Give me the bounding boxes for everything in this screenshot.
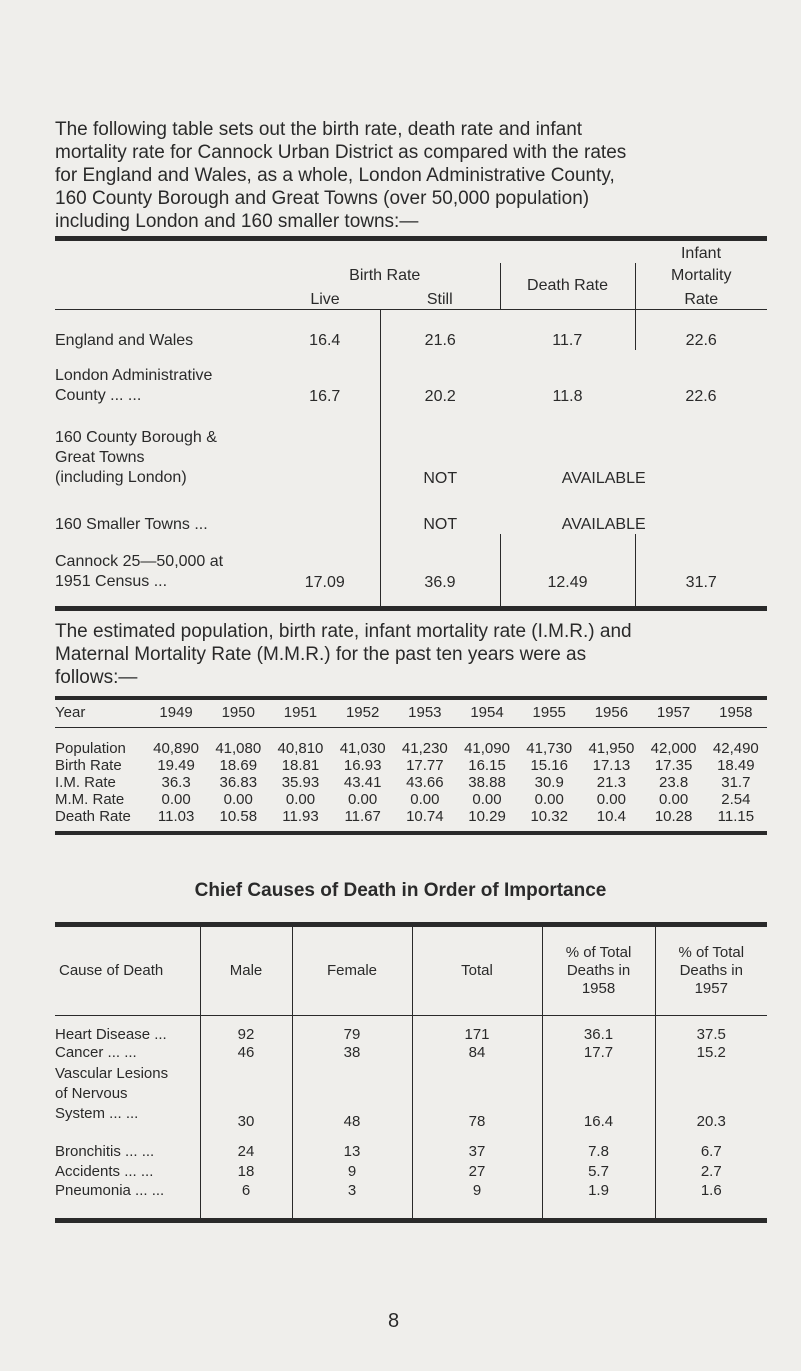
live-value: 17.09 xyxy=(304,574,345,591)
death-value: 11.7 xyxy=(552,332,583,349)
table-cell: 0.00 xyxy=(223,791,253,808)
table-cell: 17.13 xyxy=(592,757,631,774)
row-label: Cannock 25—50,000 at 1951 Census ... xyxy=(55,553,224,590)
table-cell: 0.00 xyxy=(410,791,440,808)
intro-line: The following table sets out the birth rate, death rate and infant xyxy=(55,119,583,140)
table-cell: 10.74 xyxy=(394,808,456,833)
table-cell: 10.29 xyxy=(456,808,518,833)
year-header-row xyxy=(55,698,767,728)
table-cell: 84 xyxy=(412,1044,542,1064)
live-value: 16.7 xyxy=(309,388,341,405)
death-value: 12.49 xyxy=(500,534,635,609)
still-value: 20.2 xyxy=(380,350,500,406)
infant-value: 22.6 xyxy=(635,310,767,351)
table-cell: 18 xyxy=(200,1160,292,1182)
infant-value: E xyxy=(635,516,646,533)
table-cell: 171 xyxy=(412,1016,542,1045)
table-cell: 5.7 xyxy=(542,1160,655,1182)
row-label: Accidents ... ... xyxy=(55,1162,154,1180)
intro-paragraph xyxy=(55,118,755,233)
table-cell: 40,810 xyxy=(277,740,324,757)
intro-line: for England and Wales, as a whole, London Administrative County, xyxy=(55,165,615,186)
row-label: Pneumonia ... ... xyxy=(55,1182,200,1221)
infant-value: E xyxy=(635,470,646,487)
table-cell: 41,950 xyxy=(588,740,635,757)
year-cell: 1953 xyxy=(394,698,456,728)
table-cell: 41,090 xyxy=(464,740,510,757)
table-cell: 11.15 xyxy=(705,808,767,833)
pct-1958-header: % of Total Deaths in 1958 xyxy=(542,925,655,1016)
table-cell: 11.67 xyxy=(332,808,394,833)
table-row xyxy=(55,534,767,609)
death-value: 11.8 xyxy=(552,388,583,405)
row-label: Vascular Lesions of Nervous System ... ... xyxy=(55,1065,169,1122)
table-cell: 40,890 xyxy=(153,740,200,757)
table-cell: 30 xyxy=(200,1064,292,1130)
death-value: AVAILABL xyxy=(561,516,635,533)
table-row xyxy=(55,406,767,488)
table-cell: 36.1 xyxy=(542,1016,655,1045)
middle-line: The estimated population, birth rate, infant mortality rate (I.M.R.) and xyxy=(55,621,632,642)
table-cell: 16.4 xyxy=(542,1064,655,1130)
table-cell: 11.93 xyxy=(269,808,331,833)
year-cell: 1949 xyxy=(145,698,207,728)
table-cell: 17.7 xyxy=(542,1044,655,1064)
table-cell: 42,000 xyxy=(650,740,697,757)
table-cell: 15.2 xyxy=(655,1044,767,1064)
table-cell: 38 xyxy=(292,1044,412,1064)
year-cell: 1956 xyxy=(580,698,642,728)
row-label: London Administrative County ... ... xyxy=(55,367,213,404)
table-cell: 17.35 xyxy=(654,757,693,774)
table-cell: 31.7 xyxy=(721,774,751,791)
infant-value: 31.7 xyxy=(635,534,767,609)
table-cell: 1.6 xyxy=(655,1182,767,1221)
table-cell: 9 xyxy=(292,1160,412,1182)
infant-value: 22.6 xyxy=(685,388,717,405)
table-cell: 2.54 xyxy=(721,791,751,808)
table-row xyxy=(55,310,767,351)
year-cell: 1954 xyxy=(456,698,518,728)
row-label: Cancer ... ... xyxy=(55,1044,137,1061)
table-cell: 11.03 xyxy=(145,808,207,833)
table-row xyxy=(55,1044,767,1064)
table-row xyxy=(55,757,767,774)
table-cell: 0.00 xyxy=(161,791,191,808)
row-label: Birth Rate xyxy=(55,757,122,774)
table-cell: 1.9 xyxy=(542,1182,655,1221)
table-cell: 19.49 xyxy=(157,757,195,774)
rates-table xyxy=(55,236,767,611)
table-cell: 0.00 xyxy=(348,791,378,808)
table-cell: 16.93 xyxy=(343,757,382,774)
table-cell: 38.88 xyxy=(468,774,506,791)
row-label: Heart Disease ... xyxy=(55,1025,167,1043)
table-cell: 42,490 xyxy=(712,740,759,757)
intro-line: mortality rate for Cannock Urban District as compared with the rates xyxy=(55,142,627,163)
causes-heading: Chief Causes of Death in Order of Importance xyxy=(194,880,607,901)
row-label: England and Wales xyxy=(55,332,194,349)
causes-header-row xyxy=(55,925,767,1016)
table-cell: 13 xyxy=(292,1130,412,1160)
row-label: Population xyxy=(55,740,126,757)
table-cell: 15.16 xyxy=(530,757,568,774)
table-cell: 78 xyxy=(412,1064,542,1130)
middle-line: Maternal Mortality Rate (M.M.R.) for the past ten years were as xyxy=(55,644,587,665)
middle-line: follows:— xyxy=(55,667,138,688)
table-cell: 0.00 xyxy=(534,791,564,808)
table-cell: 2.7 xyxy=(655,1160,767,1182)
table-row xyxy=(55,728,767,758)
table-cell: 43.41 xyxy=(343,774,382,791)
table-cell: 41,030 xyxy=(339,740,386,757)
table-cell: 43.66 xyxy=(406,774,444,791)
table-cell: 92 xyxy=(200,1016,292,1045)
row-label: 160 County Borough & Great Towns (including London) xyxy=(55,429,217,486)
table-cell: 6 xyxy=(200,1182,292,1221)
table-cell: 0.00 xyxy=(658,791,689,808)
table-cell: 79 xyxy=(292,1016,412,1045)
page-number: 8 xyxy=(388,1310,400,1332)
table-cell: 10.32 xyxy=(518,808,580,833)
year-cell: 1955 xyxy=(518,698,580,728)
live-header: Live xyxy=(310,291,340,308)
table-row xyxy=(55,350,767,406)
table-cell: 16.15 xyxy=(468,757,506,774)
middle-paragraph xyxy=(55,620,755,689)
row-label: M.M. Rate xyxy=(55,791,125,808)
table-cell: 27 xyxy=(412,1160,542,1182)
table-cell: 0.00 xyxy=(596,791,626,808)
live-value xyxy=(270,488,380,534)
still-value: NOT xyxy=(380,488,500,534)
total-header: Total xyxy=(412,925,542,1016)
table-cell: 18.81 xyxy=(281,757,320,774)
death-value: AVAILABL xyxy=(561,470,635,487)
ten-year-table xyxy=(55,696,767,835)
still-header: Still xyxy=(426,291,453,308)
table-cell: 41,230 xyxy=(401,740,448,757)
male-header: Male xyxy=(200,925,292,1016)
table-cell: 35.93 xyxy=(281,774,320,791)
table-row xyxy=(55,1064,767,1130)
year-cell: 1951 xyxy=(269,698,331,728)
infant-header-line: Rate xyxy=(635,285,767,310)
still-value: NOT xyxy=(380,406,500,488)
table-cell: 9 xyxy=(412,1182,542,1221)
year-cell: 1950 xyxy=(207,698,269,728)
year-header-label: Year xyxy=(55,698,145,728)
row-label: Death Rate xyxy=(55,808,145,833)
death-rate-header: Death Rate xyxy=(500,263,635,310)
table-row xyxy=(55,808,767,833)
cause-header: Cause of Death xyxy=(55,925,200,1016)
table-cell: 48 xyxy=(292,1064,412,1130)
table-cell: 41,730 xyxy=(526,740,573,757)
row-label: I.M. Rate xyxy=(55,774,116,791)
infant-header-line: Infant xyxy=(680,245,722,262)
table-row xyxy=(55,1160,767,1182)
pct-1957-header: % of Total Deaths in 1957 xyxy=(655,925,767,1016)
table-row xyxy=(55,791,767,808)
row-label: 160 Smaller Towns ... xyxy=(55,516,208,533)
table-cell: 37.5 xyxy=(655,1016,767,1045)
table-cell: 37 xyxy=(412,1130,542,1160)
table-cell: 21.3 xyxy=(596,774,626,791)
table-cell: 36.3 xyxy=(161,774,191,791)
table-row xyxy=(55,1182,767,1221)
table-cell: 36.83 xyxy=(219,774,258,791)
table-cell: 24 xyxy=(200,1130,292,1160)
table-cell: 20.3 xyxy=(655,1064,767,1130)
table-cell: 23.8 xyxy=(658,774,689,791)
table-cell: 30.9 xyxy=(534,774,564,791)
table-cell: 41,080 xyxy=(215,740,262,757)
table-cell: 6.7 xyxy=(655,1130,767,1160)
table-cell: 18.49 xyxy=(717,757,755,774)
intro-line: including London and 160 smaller towns:— xyxy=(55,211,419,232)
year-cell: 1952 xyxy=(332,698,394,728)
table-cell: 46 xyxy=(200,1044,292,1064)
table-cell: 0.00 xyxy=(285,791,316,808)
still-value: 36.9 xyxy=(380,534,500,609)
table-cell: 10.4 xyxy=(580,808,642,833)
year-cell: 1958 xyxy=(705,698,767,728)
table-row xyxy=(55,1016,767,1045)
still-value: 21.6 xyxy=(380,310,500,351)
table-cell: 7.8 xyxy=(542,1130,655,1160)
infant-header-line: Mortality xyxy=(635,263,767,285)
female-header: Female xyxy=(292,925,412,1016)
table-cell: 18.69 xyxy=(219,757,258,774)
row-label: Bronchitis ... ... xyxy=(55,1143,155,1160)
causes-table xyxy=(55,922,767,1223)
year-cell: 1957 xyxy=(643,698,705,728)
intro-line: 160 County Borough and Great Towns (over 50,000 population) xyxy=(55,188,590,209)
table-row xyxy=(55,774,767,791)
table-cell: 10.28 xyxy=(643,808,705,833)
live-value xyxy=(270,406,380,488)
table-row xyxy=(55,1130,767,1160)
table-cell: 3 xyxy=(292,1182,412,1221)
table-cell: 17.77 xyxy=(406,757,444,774)
table-cell: 10.58 xyxy=(207,808,269,833)
birth-rate-header: Birth Rate xyxy=(349,267,421,284)
live-value: 16.4 xyxy=(309,332,341,349)
table-cell: 0.00 xyxy=(472,791,502,808)
table-row xyxy=(55,488,767,534)
